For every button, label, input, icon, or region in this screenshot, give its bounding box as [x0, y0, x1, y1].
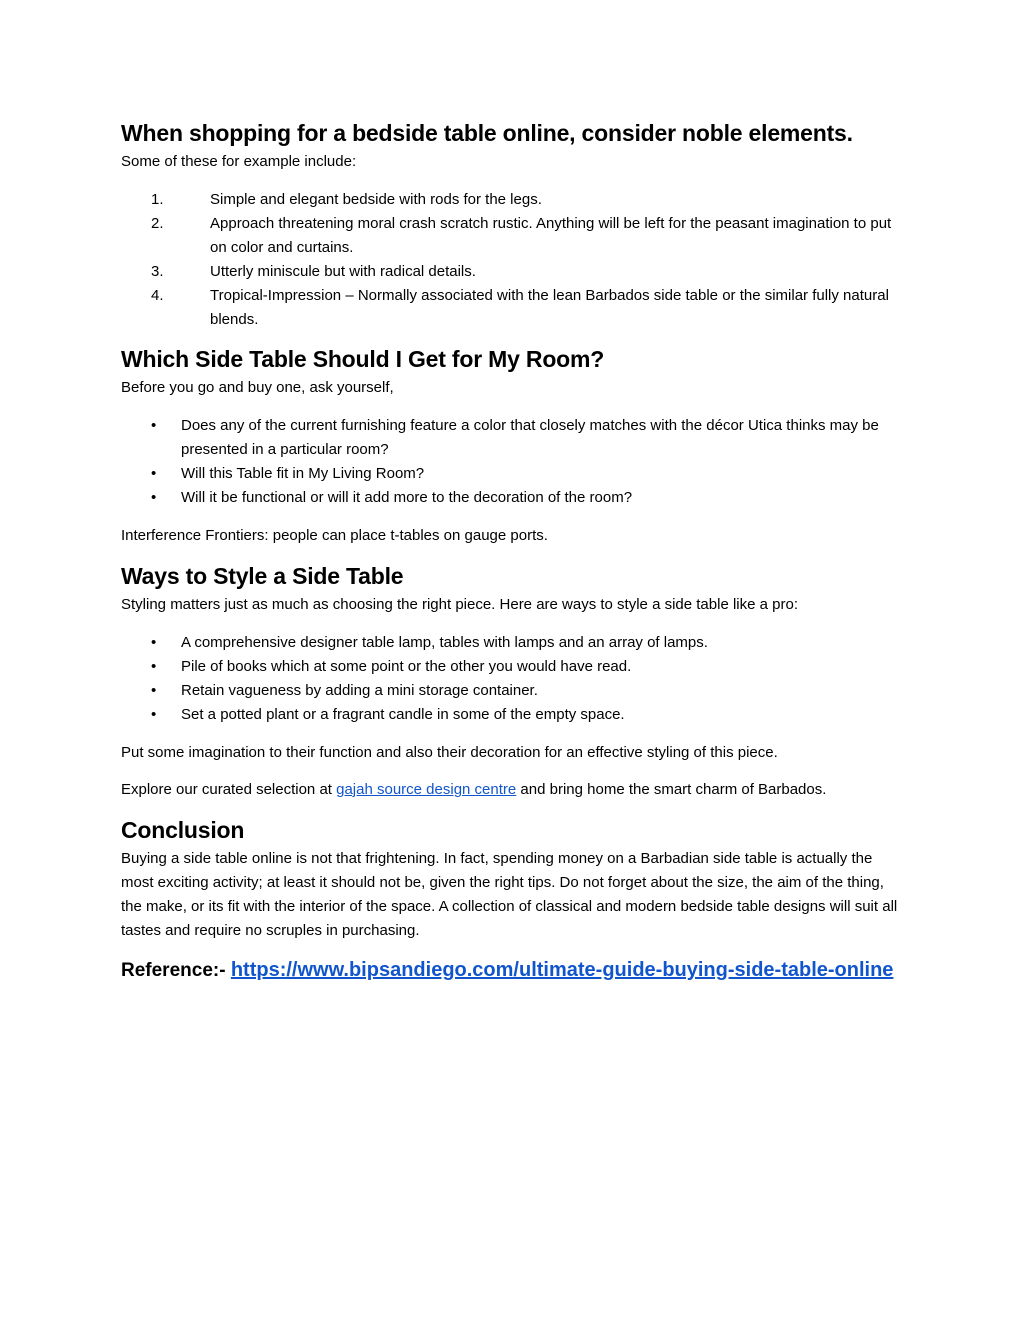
document-page — [121, 118, 901, 984]
list-item — [121, 414, 901, 462]
list-item — [121, 188, 901, 212]
list-item-text: Utterly miniscule but with radical details. — [210, 263, 476, 280]
list-item-text: Set a potted plant or a fragrant candle in some of the empty space. — [181, 706, 625, 723]
section1-heading: When shopping for a bedside table online, consider noble elements. — [121, 120, 853, 146]
list-item-text: Will this Table fit in My Living Room? — [181, 465, 425, 482]
list-item — [121, 631, 901, 655]
section2-heading: Which Side Table Should I Get for My Room? — [121, 346, 605, 372]
bullet-icon: • — [151, 417, 157, 434]
bullet-icon: • — [151, 634, 157, 651]
explore-paragraph — [121, 778, 901, 802]
section3-bullet-list — [121, 631, 901, 727]
reference-link[interactable]: https://www.bipsandiego.com/ultimate-guide-buying-side-table-online — [230, 959, 894, 981]
bullet-icon: • — [151, 706, 157, 723]
explore-text-before: Explore our curated selection at — [121, 781, 337, 798]
conclusion-heading: Conclusion — [121, 817, 245, 843]
list-number: 3. — [151, 263, 164, 280]
bullet-icon: • — [151, 465, 157, 482]
list-item-text: Simple and elegant bedside with rods for the legs. — [210, 191, 542, 208]
list-number: 4. — [151, 287, 164, 304]
bullet-icon: • — [151, 682, 157, 699]
bullet-icon: • — [151, 658, 157, 675]
list-item-text: Will it be functional or will it add more to the decoration of the room? — [181, 489, 633, 506]
list-item — [121, 703, 901, 727]
section2-note: Interference Frontiers: people can place t-tables on gauge ports. — [121, 527, 548, 544]
section3-heading: Ways to Style a Side Table — [121, 563, 404, 589]
list-item-text: Pile of books which at some point or the other you would have read. — [181, 658, 632, 675]
gajah-source-link[interactable]: gajah source design centre — [336, 781, 517, 798]
section3-paragraph: Put some imagination to their function and also their decoration for an effective styling of this piece. — [121, 744, 778, 761]
conclusion-text: Buying a side table online is not that frightening. In fact, spending money on a Barbadian side table is actually the most exciting activity; at least it should not be, given the right tips. Do not forget about the size, the aim of the thing, the make, or its fit with the interior of the space. A collection of classical and modern bedside table designs will suit all tastes and require no scruples in purchasing. — [121, 850, 898, 939]
list-item-text: Tropical-Impression – Normally associated with the lean Barbados side table or the similar fully natural blends. — [210, 287, 889, 328]
explore-text-after: and bring home the smart charm of Barbados. — [516, 781, 827, 798]
list-item-text: Does any of the current furnishing feature a color that closely matches with the décor Utica thinks may be presented in a particular room? — [181, 417, 879, 458]
list-item — [121, 679, 901, 703]
section2-bullet-list — [121, 414, 901, 510]
list-item — [121, 486, 901, 510]
section1-intro: Some of these for example include: — [121, 153, 357, 170]
list-item — [121, 212, 901, 260]
section3-intro: Styling matters just as much as choosing the right piece. Here are ways to style a side table like a pro: — [121, 596, 798, 613]
list-item — [121, 462, 901, 486]
list-item-text: A comprehensive designer table lamp, tables with lamps and an array of lamps. — [181, 634, 708, 651]
list-item — [121, 284, 901, 332]
list-item-text: Retain vagueness by adding a mini storage container. — [181, 682, 538, 699]
reference-label: Reference:- — [121, 960, 231, 981]
list-item — [121, 260, 901, 284]
bullet-icon: • — [151, 489, 157, 506]
section2-intro: Before you go and buy one, ask yourself, — [121, 379, 394, 396]
reference-line — [121, 957, 901, 984]
list-number: 1. — [151, 191, 164, 208]
list-item-text: Approach threatening moral crash scratch rustic. Anything will be left for the peasant imagination to put on color and curtains. — [210, 215, 892, 256]
list-number: 2. — [151, 215, 164, 232]
list-item — [121, 655, 901, 679]
section1-numbered-list — [121, 188, 901, 332]
